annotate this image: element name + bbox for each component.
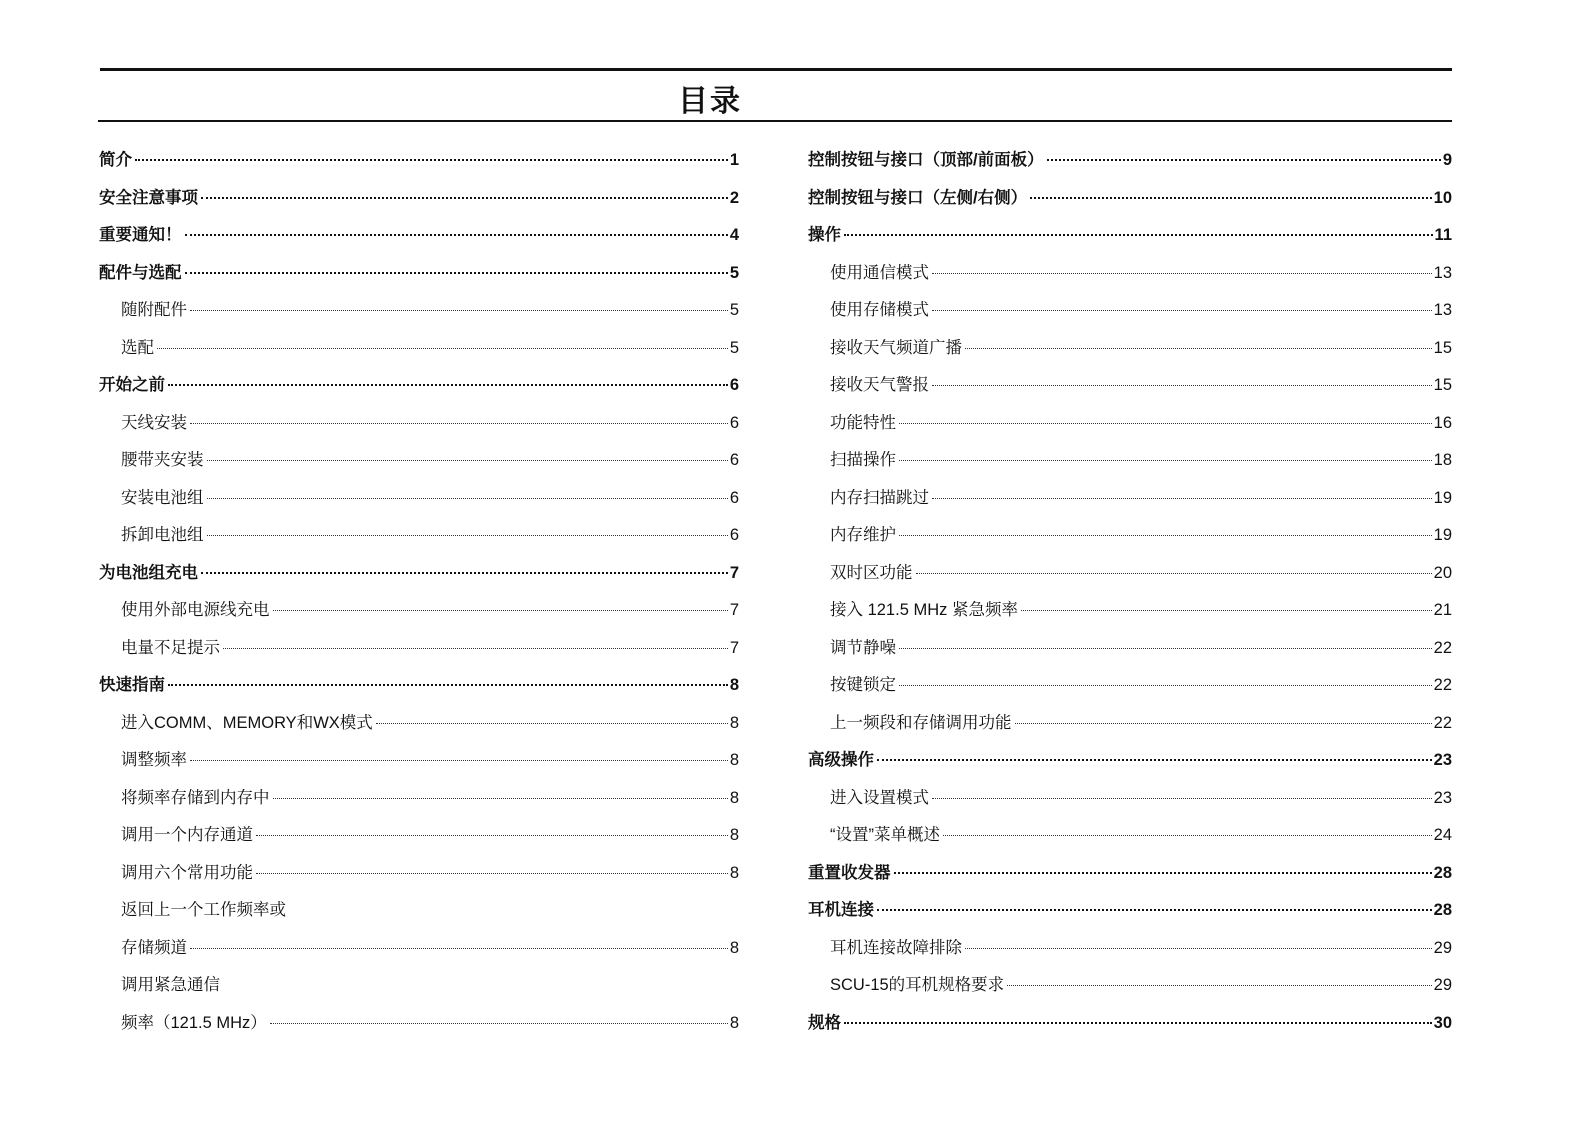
toc-entry-page-number: 29 [1433, 976, 1452, 994]
toc-entry-label: 调整频率 [121, 751, 187, 769]
toc-entry-label: 控制按钮与接口（左侧/右侧） [808, 188, 1028, 207]
dot-leader [844, 1022, 1432, 1024]
toc-entry-page-number: 15 [1433, 338, 1452, 357]
toc-entry-label: SCU-15的耳机规格要求 [830, 976, 1005, 994]
toc-entry-left-4[interactable] [99, 292, 739, 330]
toc-entry-left-8[interactable] [99, 442, 739, 480]
toc-entry-right-16[interactable] [808, 742, 1452, 780]
toc-entry-label: 进入COMM、MEMORY和WX模式 [121, 713, 373, 732]
toc-entry-left-9[interactable] [99, 480, 739, 518]
toc-entry-right-6[interactable] [808, 367, 1452, 405]
toc-entry-label: 拆卸电池组 [121, 526, 204, 544]
toc-entry-page-number: 6 [729, 526, 739, 544]
toc-entry-page-number: 8 [729, 826, 739, 844]
toc-entry-label: 使用存储模式 [830, 301, 929, 319]
toc-entry-page-number: 7 [729, 563, 739, 582]
toc-entry-label: 高级操作 [808, 751, 874, 769]
toc-entry-left-7[interactable] [99, 405, 739, 443]
toc-entry-right-12[interactable] [808, 592, 1452, 630]
toc-entry-label: 开始之前 [99, 376, 165, 394]
toc-entry-page-number: 13 [1433, 301, 1452, 319]
toc-entry-left-19[interactable] [99, 855, 739, 893]
toc-entry-page-number: 1 [729, 151, 739, 169]
toc-entry-label: 腰带夹安装 [121, 451, 204, 469]
dot-leader [190, 423, 728, 424]
dot-leader [899, 648, 1432, 649]
dot-leader [376, 723, 728, 724]
toc-entry-left-23[interactable] [99, 1005, 739, 1043]
dot-leader [899, 423, 1432, 424]
toc-entry-left-21[interactable] [99, 930, 739, 968]
toc-entry-right-4[interactable] [808, 292, 1452, 330]
dot-leader [965, 348, 1432, 349]
toc-entry-left-2[interactable] [99, 217, 739, 255]
toc-entry-label: 使用外部电源线充电 [121, 601, 270, 619]
toc-entry-right-22[interactable] [808, 967, 1452, 1005]
toc-entry-label: 重要通知！ [99, 226, 182, 244]
toc-entry-page-number: 29 [1433, 938, 1452, 957]
toc-entry-page-number: 19 [1433, 488, 1452, 507]
toc-entry-page-number: 21 [1433, 601, 1452, 619]
toc-entry-page-number: 7 [729, 601, 739, 619]
toc-entry-page-number: 6 [729, 451, 739, 469]
toc-entry-label: 调用紧急通信 [121, 976, 220, 994]
toc-entry-left-13[interactable] [99, 630, 739, 668]
page-title: 目录 [678, 85, 742, 118]
toc-entry-label: 耳机连接故障排除 [830, 938, 962, 957]
toc-entry-right-19[interactable] [808, 855, 1452, 893]
dot-leader [273, 610, 728, 611]
toc-entry-right-11[interactable] [808, 555, 1452, 593]
toc-entry-label: 配件与选配 [99, 263, 182, 282]
toc-entry-left-10[interactable] [99, 517, 739, 555]
dot-leader [201, 572, 728, 574]
dot-leader [844, 234, 1433, 236]
toc-entry-page-number: 8 [729, 788, 739, 807]
toc-entry-right-10[interactable] [808, 517, 1452, 555]
toc-entry-label: 将频率存储到内存中 [121, 788, 270, 807]
dot-leader [1007, 985, 1431, 986]
toc-entry-page-number: 6 [729, 488, 739, 507]
toc-entry-label: 功能特性 [830, 413, 896, 432]
toc-entry-right-23[interactable] [808, 1005, 1452, 1043]
toc-entry-right-15[interactable] [808, 705, 1452, 743]
dot-leader [190, 310, 728, 311]
dot-leader [899, 460, 1432, 461]
toc-entry-right-13[interactable] [808, 630, 1452, 668]
toc-entry-page-number: 22 [1433, 638, 1452, 657]
toc-entry-page-number: 20 [1433, 563, 1452, 582]
toc-entry-label: 调用一个内存通道 [121, 826, 253, 844]
dot-leader [135, 159, 728, 161]
toc-entry-page-number: 19 [1433, 526, 1452, 544]
toc-entry-left-20[interactable] [99, 892, 739, 930]
dot-leader [1015, 723, 1432, 724]
toc-entry-left-22[interactable] [99, 967, 739, 1005]
toc-entry-label: 接收天气警报 [830, 376, 929, 394]
toc-entry-page-number: 6 [729, 376, 739, 394]
toc-entry-label: 接收天气频道广播 [830, 338, 962, 357]
toc-entry-label: 快速指南 [99, 676, 165, 694]
dot-leader [1047, 159, 1441, 161]
dot-leader [916, 573, 1432, 574]
toc-entry-page-number: 5 [729, 301, 739, 319]
toc-entry-label: 选配 [121, 338, 154, 357]
toc-entry-label: 调用六个常用功能 [121, 863, 253, 882]
dot-leader [932, 273, 1432, 274]
dot-leader [168, 384, 728, 386]
toc-entry-left-18[interactable] [99, 817, 739, 855]
dot-leader [207, 498, 728, 499]
toc-entry-label: 天线安装 [121, 413, 187, 432]
toc-entry-label: 返回上一个工作频率或 [121, 901, 286, 919]
toc-entry-label: 频率（121.5 MHz） [121, 1013, 267, 1032]
toc-entry-label: 重置收发器 [808, 863, 891, 882]
toc-entry-page-number: 8 [729, 863, 739, 882]
toc-entry-page-number: 7 [729, 638, 739, 657]
toc-entry-label: 安全注意事项 [99, 188, 198, 207]
toc-entry-right-1[interactable] [808, 180, 1452, 218]
dot-leader [1021, 610, 1432, 611]
dot-leader [207, 535, 728, 536]
toc-entry-right-20[interactable] [808, 892, 1452, 930]
toc-entry-page-number: 13 [1433, 263, 1452, 282]
dot-leader [899, 685, 1432, 686]
dot-leader [932, 385, 1432, 386]
dot-leader [932, 310, 1432, 311]
dot-leader [894, 872, 1432, 874]
dot-leader [190, 760, 728, 761]
toc-entry-page-number: 8 [729, 676, 739, 694]
toc-entry-page-number: 5 [729, 338, 739, 357]
toc-entry-label: 简介 [99, 151, 132, 169]
dot-leader [1030, 197, 1432, 199]
toc-entry-left-3[interactable] [99, 255, 739, 293]
toc-entry-label: 使用通信模式 [830, 263, 929, 282]
toc-entry-right-2[interactable] [808, 217, 1452, 255]
toc-entry-page-number: 22 [1433, 676, 1452, 694]
toc-entry-right-9[interactable] [808, 480, 1452, 518]
toc-entry-label: 耳机连接 [808, 901, 874, 919]
toc-entry-page-number: 8 [729, 751, 739, 769]
toc-left-column [99, 142, 739, 1042]
toc-entry-right-17[interactable] [808, 780, 1452, 818]
toc-entry-label: 控制按钮与接口（顶部/前面板） [808, 151, 1044, 169]
toc-entry-page-number: 4 [729, 226, 739, 244]
dot-leader [965, 948, 1432, 949]
top-rule [100, 68, 1452, 71]
toc-entry-right-21[interactable] [808, 930, 1452, 968]
toc-entry-page-number: 8 [729, 1013, 739, 1032]
dot-leader [190, 948, 728, 949]
toc-entry-label: 进入设置模式 [830, 788, 929, 807]
toc-entry-left-15[interactable] [99, 705, 739, 743]
toc-entry-label: “设置”菜单概述 [830, 826, 940, 844]
toc-entry-label: 安装电池组 [121, 488, 204, 507]
toc-entry-page-number: 22 [1433, 713, 1452, 732]
toc-entry-right-3[interactable] [808, 255, 1452, 293]
toc-entry-page-number: 18 [1433, 451, 1452, 469]
toc-entry-label: 按键锁定 [830, 676, 896, 694]
toc-entry-page-number: 30 [1433, 1013, 1452, 1032]
title-underline [98, 120, 1452, 122]
dot-leader [256, 873, 728, 874]
toc-entry-page-number: 28 [1433, 901, 1452, 919]
toc-entry-page-number: 16 [1433, 413, 1452, 432]
toc-entry-page-number: 6 [729, 413, 739, 432]
toc-entry-page-number: 8 [729, 713, 739, 732]
toc-entry-page-number: 15 [1433, 376, 1452, 394]
toc-entry-page-number: 9 [1442, 151, 1452, 169]
toc-entry-right-8[interactable] [808, 442, 1452, 480]
dot-leader [877, 759, 1432, 761]
dot-leader [932, 798, 1432, 799]
toc-entry-label: 规格 [808, 1013, 841, 1032]
dot-leader [899, 535, 1432, 536]
toc-entry-label: 内存扫描跳过 [830, 488, 929, 507]
toc-entry-right-0[interactable] [808, 142, 1452, 180]
dot-leader [932, 498, 1432, 499]
toc-entry-page-number: 24 [1433, 826, 1452, 844]
toc-entry-right-5[interactable] [808, 330, 1452, 368]
toc-entry-label: 接入 121.5 MHz 紧急频率 [830, 601, 1018, 619]
toc-entry-left-0[interactable] [99, 142, 739, 180]
dot-leader [207, 460, 728, 461]
dot-leader [185, 272, 728, 274]
toc-entry-left-11[interactable] [99, 555, 739, 593]
toc-entry-left-17[interactable] [99, 780, 739, 818]
dot-leader [256, 835, 728, 836]
toc-entry-left-14[interactable] [99, 667, 739, 705]
dot-leader [270, 1023, 728, 1024]
toc-entry-page-number: 28 [1433, 863, 1452, 882]
toc-entry-left-16[interactable] [99, 742, 739, 780]
toc-entry-page-number: 10 [1433, 188, 1452, 207]
dot-leader [943, 835, 1432, 836]
toc-entry-label: 电量不足提示 [121, 638, 220, 657]
toc-entry-label: 随附配件 [121, 301, 187, 319]
dot-leader [168, 684, 728, 686]
toc-entry-right-7[interactable] [808, 405, 1452, 443]
toc-entry-right-18[interactable] [808, 817, 1452, 855]
toc-entry-page-number: 23 [1433, 788, 1452, 807]
toc-entry-left-12[interactable] [99, 592, 739, 630]
toc-entry-page-number: 5 [729, 263, 739, 282]
toc-entry-label: 扫描操作 [830, 451, 896, 469]
toc-entry-label: 上一频段和存储调用功能 [830, 713, 1012, 732]
dot-leader [185, 234, 728, 236]
toc-entry-label: 为电池组充电 [99, 563, 198, 582]
toc-entry-right-14[interactable] [808, 667, 1452, 705]
toc-entry-label: 调节静噪 [830, 638, 896, 657]
toc-entry-left-5[interactable] [99, 330, 739, 368]
dot-leader [223, 648, 728, 649]
toc-entry-label: 操作 [808, 226, 841, 244]
toc-entry-label: 存储频道 [121, 938, 187, 957]
toc-entry-page-number: 8 [729, 938, 739, 957]
dot-leader [273, 798, 728, 799]
toc-entry-label: 双时区功能 [830, 563, 913, 582]
toc-entry-page-number: 2 [729, 188, 739, 207]
dot-leader [877, 909, 1432, 911]
toc-right-column [808, 142, 1452, 1042]
toc-entry-page-number: 23 [1433, 751, 1452, 769]
toc-entry-left-1[interactable] [99, 180, 739, 218]
toc-entry-label: 内存维护 [830, 526, 896, 544]
dot-leader [157, 348, 728, 349]
toc-entry-page-number: 11 [1434, 226, 1452, 244]
dot-leader [201, 197, 728, 199]
toc-entry-left-6[interactable] [99, 367, 739, 405]
